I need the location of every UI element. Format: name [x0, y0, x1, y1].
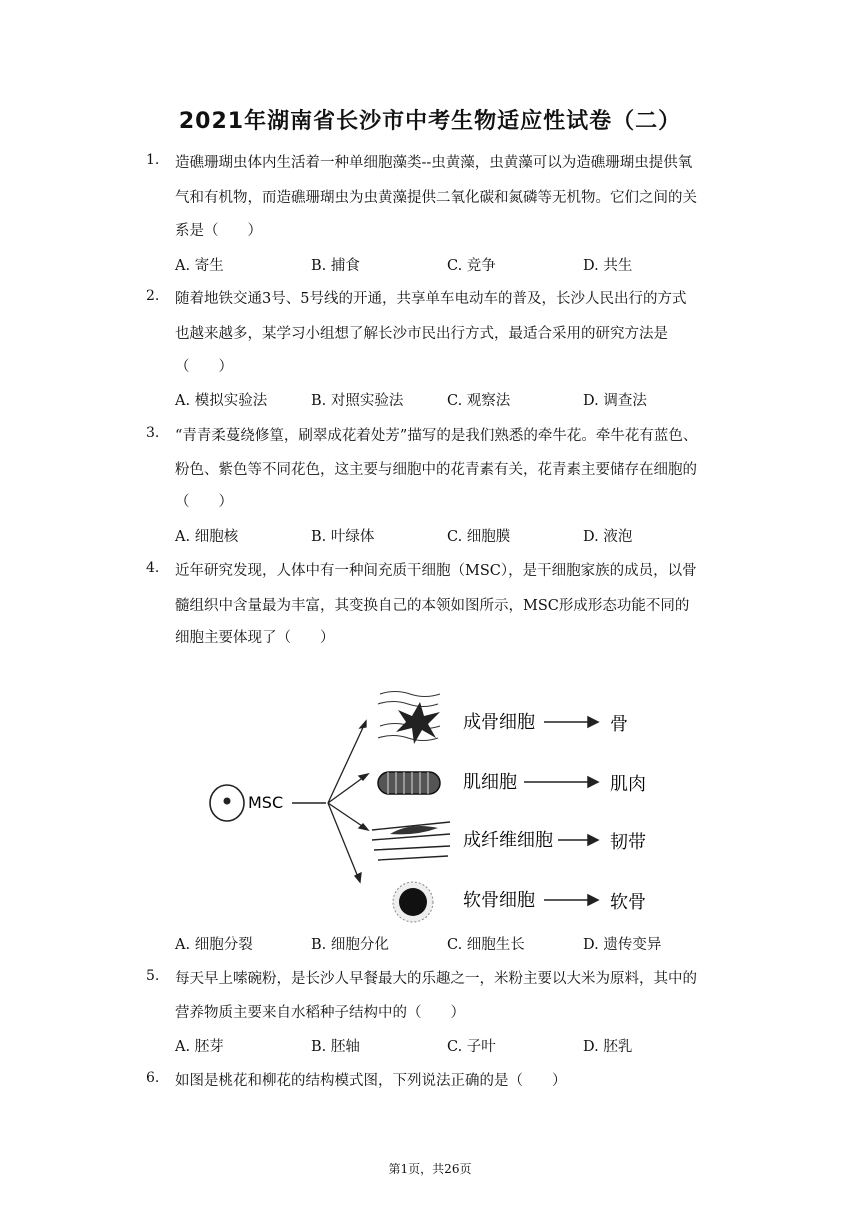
msc-label: MSC [248, 793, 284, 812]
arrow-icon [328, 803, 360, 882]
question-text: “青青柔蔓绕修篁，刷翠成花着处芳”描写的是我们熟悉的牵牛花。牵牛花有蓝色、 [175, 428, 698, 444]
result-label: 骨 [610, 714, 628, 735]
option-d: D. 共生 [583, 258, 633, 274]
page-title: 2021年湖南省长沙市中考生物适应性试卷（二） [178, 109, 682, 134]
option-b: B. 胚轴 [311, 1039, 360, 1055]
page-footer: 第1页，共26页 [388, 1162, 472, 1176]
msc-cell-icon [210, 785, 244, 821]
cell-label: 肌细胞 [463, 772, 517, 793]
question-text: 营养物质主要来自水稻种子结构中的（ ） [175, 1005, 465, 1021]
question-number: 5. [146, 968, 160, 984]
option-c: C. 子叶 [447, 1039, 496, 1055]
question-number: 2. [146, 288, 160, 304]
option-a: A. 细胞核 [175, 529, 239, 545]
osteoblast-cell-icon [378, 692, 440, 745]
chondrocyte-cell-icon [393, 882, 433, 922]
question-text: 如图是桃花和柳花的结构模式图，下列说法正确的是（ ） [175, 1073, 567, 1089]
result-label: 肌肉 [610, 774, 646, 795]
option-b: B. 叶绿体 [311, 529, 375, 545]
cell-label: 软骨细胞 [463, 890, 535, 911]
option-d: D. 遗传变异 [583, 937, 662, 953]
msc-differentiation-figure [200, 680, 670, 925]
question-text: 也越来越多，某学习小组想了解长沙市民出行方式，最适合采用的研究方法是 [175, 326, 668, 342]
question-text: 每天早上嗦碗粉，是长沙人早餐最大的乐趣之一，米粉主要以大米为原料，其中的 [175, 971, 697, 987]
option-d: D. 调查法 [583, 393, 647, 409]
question-text: 近年研究发现，人体中有一种间充质干细胞（MSC），是干细胞家族的成员，以骨 [175, 563, 697, 579]
option-c: C. 细胞生长 [447, 937, 525, 953]
option-c: C. 细胞膜 [447, 529, 511, 545]
question-text: 细胞主要体现了（ ） [175, 630, 335, 646]
option-c: C. 竞争 [447, 258, 496, 274]
question-number: 1. [146, 152, 160, 168]
option-a: A. 细胞分裂 [175, 937, 253, 953]
question-text: （ ） [175, 359, 233, 375]
question-text: 粉色、紫色等不同花色，这主要与细胞中的花青素有关，花青素主要储存在细胞的 [175, 462, 697, 478]
cell-label: 成骨细胞 [463, 712, 535, 733]
question-number: 3. [146, 425, 160, 441]
result-label: 软骨 [610, 892, 646, 913]
fibroblast-cell-icon [372, 822, 450, 860]
question-text: 气和有机物，而造礁珊瑚虫为虫黄藻提供二氧化碳和氮磷等无机物。它们之间的关 [175, 190, 697, 206]
question-text: 系是（ ） [175, 223, 262, 239]
option-a: A. 胚芽 [175, 1039, 224, 1055]
option-a: A. 模拟实验法 [175, 393, 268, 409]
question-text: 造礁珊瑚虫体内生活着一种单细胞藻类--虫黄藻，虫黄藻可以为造礁珊瑚虫提供氧 [175, 155, 693, 171]
option-d: D. 液泡 [583, 529, 633, 545]
question-number: 4. [146, 560, 160, 576]
option-b: B. 细胞分化 [311, 937, 389, 953]
option-b: B. 对照实验法 [311, 393, 404, 409]
option-d: D. 胚乳 [583, 1039, 633, 1055]
question-text: 髓组织中含量最为丰富，其变换自己的本领如图所示，MSC形成形态功能不同的 [175, 598, 690, 614]
question-text: 随着地铁交通3号、5号线的开通，共享单车电动车的普及，长沙人民出行的方式 [175, 291, 687, 307]
option-a: A. 寄生 [175, 258, 224, 274]
arrow-icon [328, 721, 366, 803]
option-c: C. 观察法 [447, 393, 511, 409]
question-text: （ ） [175, 494, 233, 510]
cell-label: 成纤维细胞 [463, 830, 553, 851]
question-number: 6. [146, 1070, 160, 1086]
result-label: 韧带 [610, 832, 646, 853]
option-b: B. 捕食 [311, 258, 360, 274]
muscle-cell-icon [378, 772, 440, 794]
